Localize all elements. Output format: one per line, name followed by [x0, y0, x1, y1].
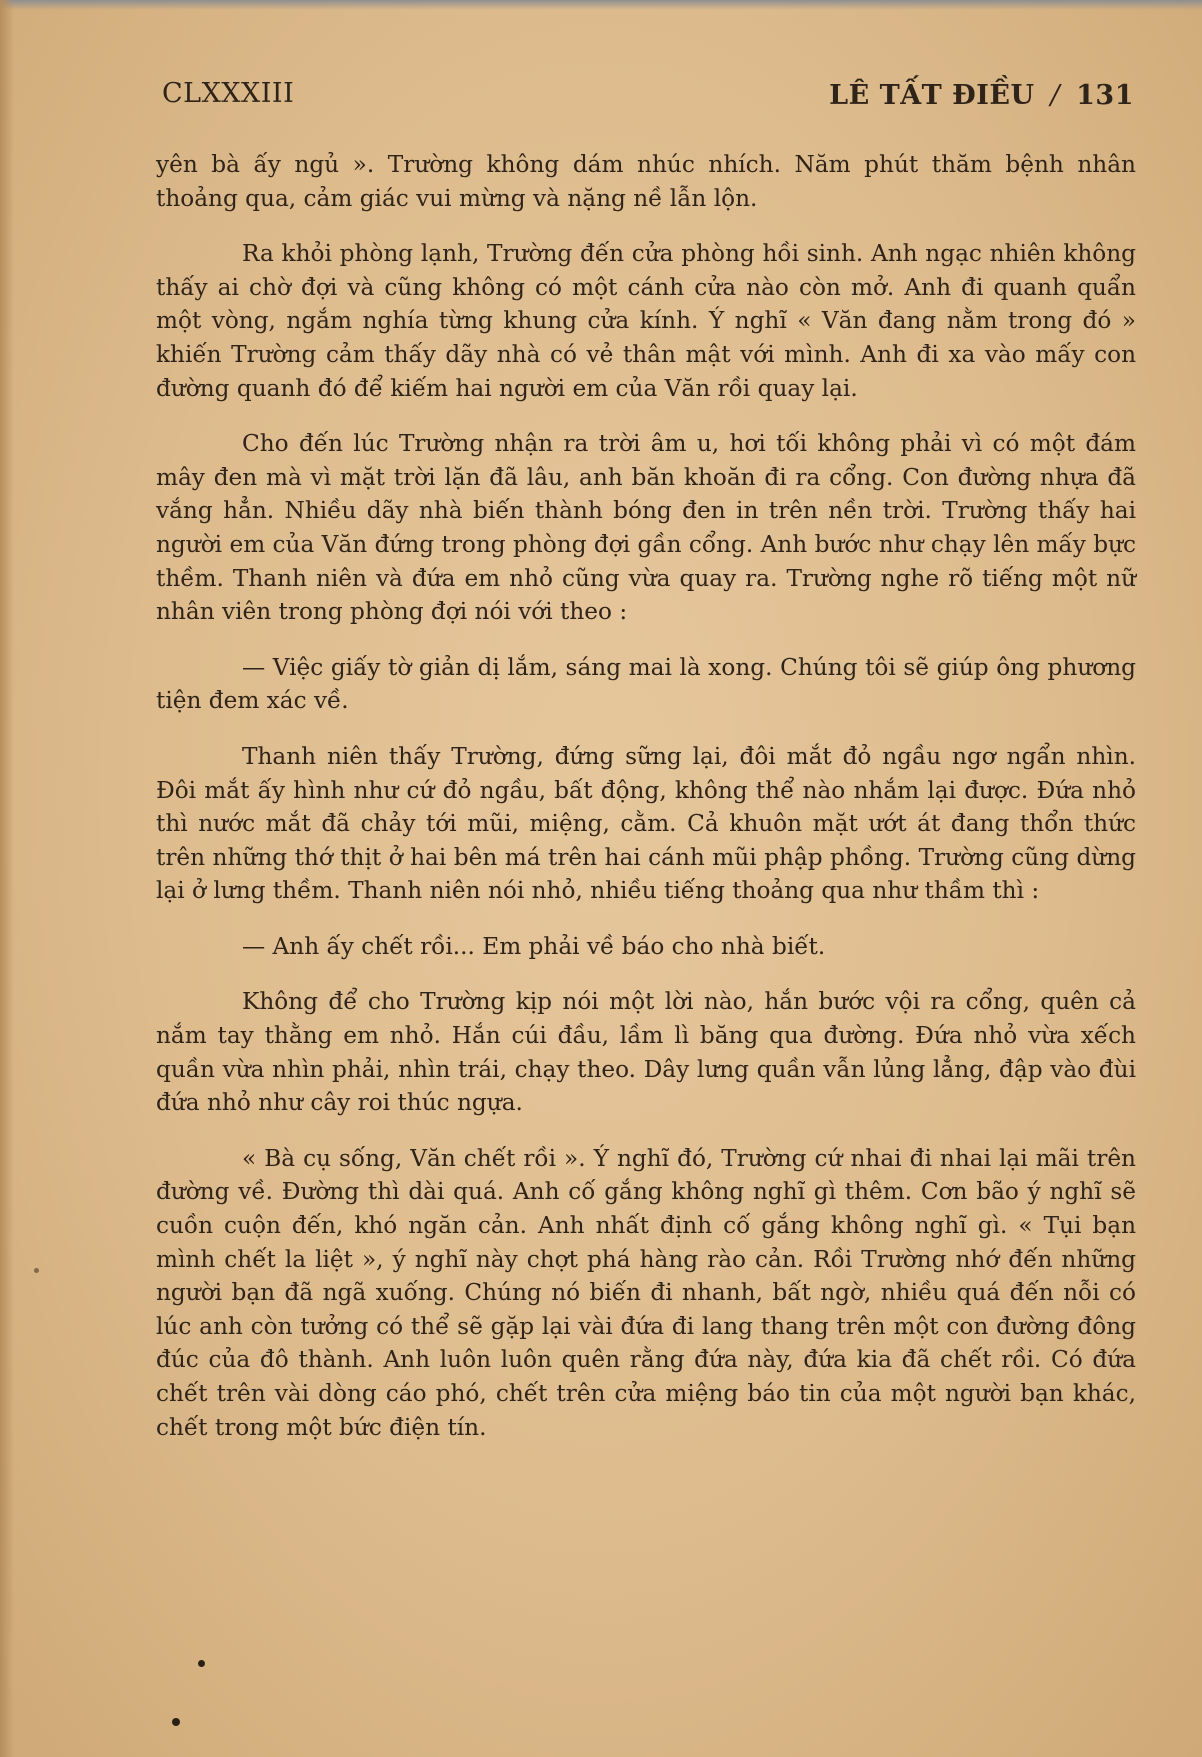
paragraph: Thanh niên thấy Trường, đứng sững lại, đôi mắt đỏ ngầu ngơ ngẩn nhìn. Đôi mắt ấy hình như cứ đỏ ngầu, bất động, không thể nào nhắm lại được. Đứa nhỏ thì nước mắt đã chảy tới mũi, miệng, cằm. Cả khuôn mặt ướt át đang thổn thức trên những thớ thịt ở hai bên má trên hai cánh mũi phập phồng. Trường cũng dừng lại ở lưng thềm. Thanh niên nói nhỏ, nhiều tiếng thoảng qua như thầm thì : — [156, 742, 1136, 905]
body-text — [156, 148, 1136, 1466]
header-separator: / — [1050, 80, 1061, 111]
page-left-edge — [0, 0, 14, 1757]
ink-speck — [198, 1660, 205, 1667]
ink-speck — [172, 1718, 180, 1726]
paragraph: « Bà cụ sống, Văn chết rồi ». Ý nghĩ đó, Trường cứ nhai đi nhai lại mãi trên đường về. Đường thì dài quá. Anh cố gắng không nghĩ gì thêm. Cơn bão ý nghĩ sẽ cuồn cuộn đến, khó ngăn cản. Anh nhất định cố gắng không nghĩ gì. « Tụi bạn mình chết la liệt », ý nghĩ này chợt phá hàng rào cản. Rồi Trường nhớ đến những người bạn đã ngã xuống. Chúng nó biến đi nhanh, bất ngờ, nhiều quá đến nỗi có lúc anh còn tưởng có thể sẽ gặp lại vài đứa đi lang thang trên một con đường đông đúc của đô thành. Anh luôn luôn quên rằng đứa này, đứa kia đã chết rồi. Có đứa chết trên vài dòng cáo phó, chết trên cửa miệng báo tin của một người bạn khác, chết trong một bức điện tín. — [156, 1144, 1136, 1441]
chapter-number: CLXXXIII — [162, 78, 295, 109]
ink-speck — [34, 1268, 39, 1273]
header-right — [829, 80, 1134, 111]
page-number: 131 — [1076, 80, 1134, 111]
paragraph: Ra khỏi phòng lạnh, Trường đến cửa phòng hồi sinh. Anh ngạc nhiên không thấy ai chờ đợi và cũng không có một cánh cửa nào còn mở. Anh đi quanh quẩn một vòng, ngắm nghía từng khung cửa kính. Ý nghĩ « Văn đang nằm trong đó » khiến Trường cảm thấy dãy nhà có vẻ thân mật với mình. Anh đi xa vào mấy con đường quanh đó để kiếm hai người em của Văn rồi quay lại. — [156, 240, 1136, 402]
dialogue-line: — Việc giấy tờ giản dị lắm, sáng mai là xong. Chúng tôi sẽ giúp ông phương tiện đem xác về. — [156, 653, 1136, 715]
paragraph: Không để cho Trường kịp nói một lời nào, hắn bước vội ra cổng, quên cả nắm tay thằng em nhỏ. Hắn cúi đầu, lầm lì băng qua đường. Đứa nhỏ vừa xếch quần vừa nhìn phải, nhìn trái, chạy theo. Dây lưng quần vẫn lủng lẳng, đập vào đùi đứa nhỏ như cây roi thúc ngựa. — [156, 988, 1136, 1117]
paragraph: Cho đến lúc Trường nhận ra trời âm u, hơi tối không phải vì có một đám mây đen mà vì mặt trời lặn đã lâu, anh băn khoăn đi ra cổng. Con đường nhựa đã vắng hẳn. Nhiều dãy nhà biến thành bóng đen in trên nền trời. Trường thấy hai người em của Văn đứng trong phòng đợi gần cổng. Anh bước như chạy lên mấy bực thềm. Thanh niên và đứa em nhỏ cũng vừa quay ra. Trường nghe rõ tiếng một nữ nhân viên trong phòng đợi nói với theo : — [156, 430, 1136, 626]
scan-top-edge — [0, 0, 1202, 10]
running-header — [162, 78, 1134, 118]
author-name: LÊ TẤT ĐIỀU — [829, 80, 1035, 111]
dialogue-line: — Anh ấy chết rồi... Em phải về báo cho nhà biết. — [242, 932, 826, 960]
paragraph: yên bà ấy ngủ ». Trường không dám nhúc nhích. Năm phút thăm bệnh nhân thoảng qua, cảm giác vui mừng và nặng nề lẫn lộn. — [156, 151, 1136, 212]
